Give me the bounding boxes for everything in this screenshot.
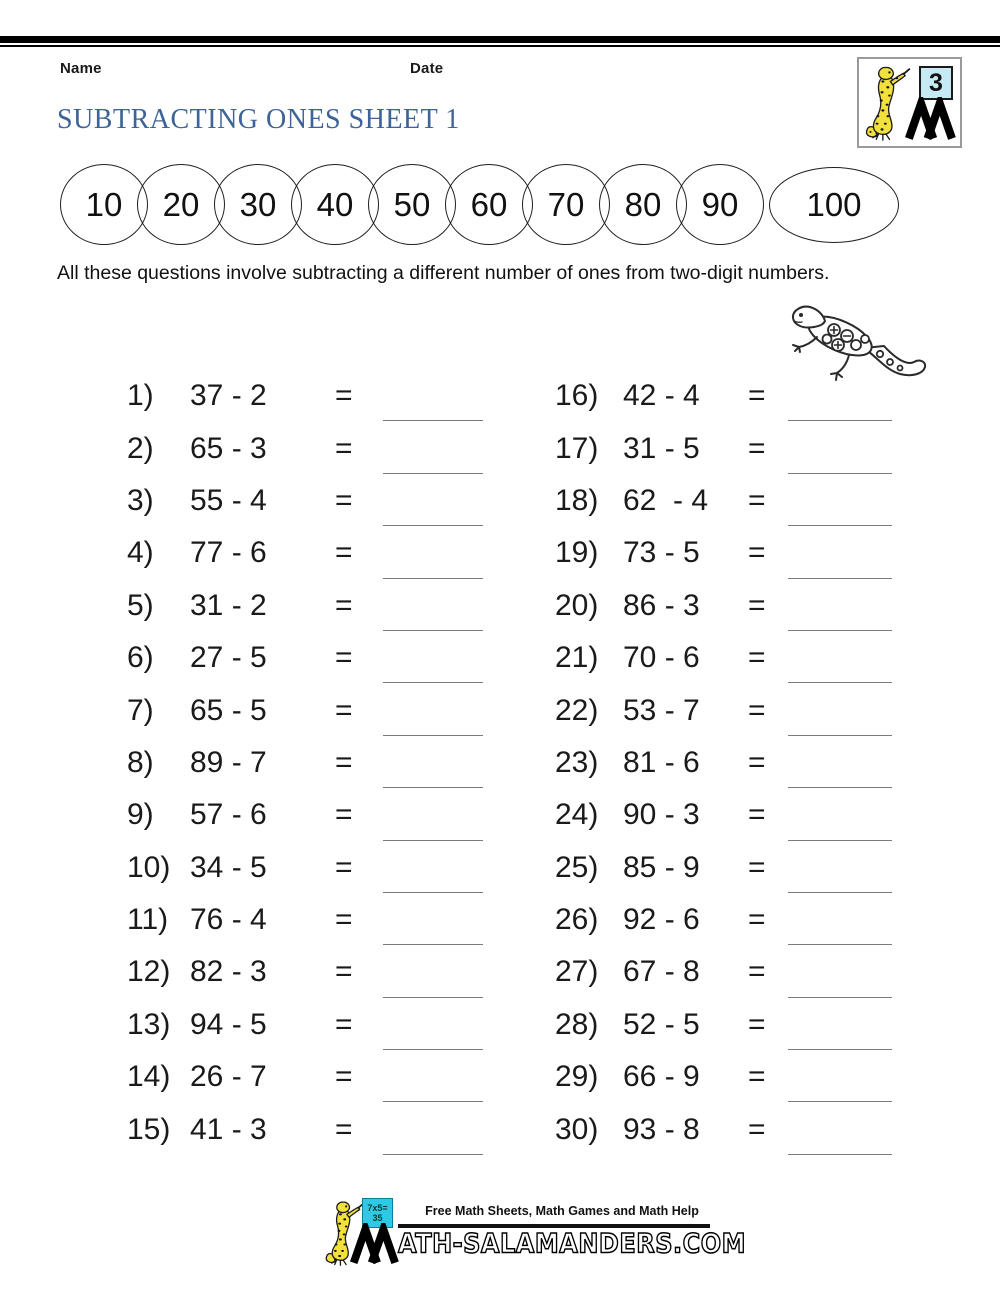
equals-sign: =: [335, 588, 353, 622]
equals-sign: =: [748, 693, 766, 727]
answer-line: [788, 787, 892, 788]
equals-sign: =: [748, 850, 766, 884]
problems-left-column: [127, 370, 497, 1156]
problem-number: 15): [127, 1112, 171, 1146]
answer-line: [383, 473, 483, 474]
problem-expression: 42 - 4: [623, 379, 700, 413]
problem-row: [127, 684, 497, 736]
problem-row: [555, 999, 905, 1051]
page-title: SUBTRACTING ONES SHEET 1: [57, 104, 460, 135]
footer-tagline: Free Math Sheets, Math Games and Math Help: [425, 1204, 699, 1218]
equals-sign: =: [748, 903, 766, 937]
problem-number: 19): [555, 536, 599, 570]
footer-wordmark: ATH-SALAMANDERS.COM: [398, 1228, 746, 1260]
answer-line: [788, 682, 892, 683]
answer-line: [383, 1154, 483, 1155]
problem-row: [555, 1103, 905, 1155]
problem-row: [127, 946, 497, 998]
problem-expression: 37 - 2: [190, 379, 267, 413]
problem-row: [555, 370, 905, 422]
answer-line: [383, 630, 483, 631]
problem-number: 20): [555, 588, 599, 622]
problem-expression: 57 - 6: [190, 798, 267, 832]
problem-row: [555, 527, 905, 579]
problem-expression: 90 - 3: [623, 798, 700, 832]
problem-number: 29): [555, 1060, 599, 1094]
equals-sign: =: [748, 588, 766, 622]
equals-sign: =: [748, 641, 766, 675]
problem-row: [127, 999, 497, 1051]
equals-sign: =: [335, 379, 353, 413]
problem-number: 9): [127, 798, 154, 832]
problem-expression: 94 - 5: [190, 1007, 267, 1041]
problem-number: 30): [555, 1112, 599, 1146]
problem-row: [555, 737, 905, 789]
problem-row: [555, 894, 905, 946]
answer-line: [788, 630, 892, 631]
equals-sign: =: [748, 1112, 766, 1146]
problem-row: [127, 632, 497, 684]
problem-number: 24): [555, 798, 599, 832]
answer-line: [383, 735, 483, 736]
instructions-text: All these questions involve subtracting a different number of ones from two-digit numbers.: [57, 262, 830, 284]
problem-number: 18): [555, 483, 599, 517]
problem-number: 1): [127, 379, 154, 413]
answer-line: [788, 420, 892, 421]
problem-expression: 89 - 7: [190, 745, 267, 779]
problem-number: 2): [127, 431, 154, 465]
problem-row: [127, 737, 497, 789]
problem-number: 7): [127, 693, 154, 727]
problem-row: [555, 946, 905, 998]
problem-expression: 73 - 5: [623, 536, 700, 570]
problem-row: [127, 1103, 497, 1155]
number-track-oval: 20: [137, 164, 225, 245]
number-track-oval: 50: [368, 164, 456, 245]
footer-sign-equation: 7x5=: [367, 1203, 388, 1213]
equals-sign: =: [335, 483, 353, 517]
problem-number: 23): [555, 745, 599, 779]
problem-number: 25): [555, 850, 599, 884]
equals-sign: =: [335, 798, 353, 832]
problem-expression: 65 - 5: [190, 693, 267, 727]
footer-sign-answer: 35: [372, 1213, 383, 1223]
date-label: Date: [410, 60, 444, 77]
problem-number: 12): [127, 955, 171, 989]
equals-sign: =: [748, 483, 766, 517]
problem-row: [555, 422, 905, 474]
equals-sign: =: [748, 536, 766, 570]
number-track-oval: 60: [445, 164, 533, 245]
problem-expression: 66 - 9: [623, 1060, 700, 1094]
equals-sign: =: [335, 850, 353, 884]
answer-line: [383, 787, 483, 788]
problem-number: 11): [127, 903, 169, 937]
answer-line: [788, 840, 892, 841]
equals-sign: =: [335, 903, 353, 937]
number-track-oval: 30: [214, 164, 302, 245]
answer-line: [383, 944, 483, 945]
equals-sign: =: [335, 955, 353, 989]
problem-expression: 41 - 3: [190, 1112, 267, 1146]
problem-expression: 26 - 7: [190, 1060, 267, 1094]
problem-row: [127, 370, 497, 422]
answer-line: [788, 892, 892, 893]
answer-line: [788, 1101, 892, 1102]
answer-line: [788, 1049, 892, 1050]
equals-sign: =: [748, 1007, 766, 1041]
problem-row: [127, 1051, 497, 1103]
answer-line: [788, 944, 892, 945]
answer-line: [788, 578, 892, 579]
problem-row: [555, 684, 905, 736]
problem-number: 28): [555, 1007, 599, 1041]
top-rule: [0, 36, 1000, 47]
footer-m-logo-icon: [349, 1223, 399, 1265]
equals-sign: =: [748, 955, 766, 989]
answer-line: [788, 1154, 892, 1155]
problem-number: 26): [555, 903, 599, 937]
answer-line: [383, 1101, 483, 1102]
problem-expression: 70 - 6: [623, 641, 700, 675]
salamander-m-logo-icon: [904, 97, 956, 141]
problem-number: 22): [555, 693, 599, 727]
problem-number: 8): [127, 745, 154, 779]
equals-sign: =: [335, 1060, 353, 1094]
problem-expression: 93 - 8: [623, 1112, 700, 1146]
problem-row: [127, 527, 497, 579]
equals-sign: =: [335, 693, 353, 727]
problem-row: [127, 422, 497, 474]
number-track-oval: 100: [769, 167, 899, 243]
problem-number: 16): [555, 379, 599, 413]
problem-row: [127, 475, 497, 527]
answer-line: [383, 578, 483, 579]
answer-line: [788, 997, 892, 998]
number-track-oval: 10: [60, 164, 148, 245]
problem-number: 21): [555, 641, 599, 675]
answer-line: [788, 525, 892, 526]
problem-row: [555, 632, 905, 684]
equals-sign: =: [335, 431, 353, 465]
answer-line: [788, 735, 892, 736]
problem-expression: 92 - 6: [623, 903, 700, 937]
answer-line: [383, 420, 483, 421]
number-track-oval: 70: [522, 164, 610, 245]
grade-number: 3: [929, 68, 943, 97]
problem-number: 10): [127, 850, 171, 884]
problem-expression: 76 - 4: [190, 903, 267, 937]
number-track-oval: 90: [676, 164, 764, 245]
equals-sign: =: [748, 798, 766, 832]
problem-row: [555, 580, 905, 632]
problem-expression: 31 - 2: [190, 588, 267, 622]
problem-number: 14): [127, 1060, 171, 1094]
problem-expression: 81 - 6: [623, 745, 700, 779]
problem-number: 13): [127, 1007, 171, 1041]
grade-badge: [857, 57, 962, 148]
problem-number: 4): [127, 536, 154, 570]
problem-expression: 85 - 9: [623, 850, 700, 884]
equals-sign: =: [335, 641, 353, 675]
problem-expression: 65 - 3: [190, 431, 267, 465]
problem-expression: 62 - 4: [623, 483, 709, 517]
footer-logo: [322, 1198, 746, 1282]
problem-expression: 86 - 3: [623, 588, 700, 622]
number-track: [0, 163, 1000, 247]
problem-number: 17): [555, 431, 599, 465]
problem-row: [555, 1051, 905, 1103]
problem-expression: 77 - 6: [190, 536, 267, 570]
equals-sign: =: [335, 1007, 353, 1041]
grade-number-sign: [919, 66, 953, 100]
answer-line: [383, 840, 483, 841]
problem-row: [555, 789, 905, 841]
problem-expression: 52 - 5: [623, 1007, 700, 1041]
name-label: Name: [60, 60, 102, 77]
answer-line: [383, 997, 483, 998]
problem-expression: 53 - 7: [623, 693, 700, 727]
problem-number: 6): [127, 641, 154, 675]
footer-rule: [398, 1224, 710, 1228]
problem-row: [555, 475, 905, 527]
equals-sign: =: [335, 1112, 353, 1146]
problem-expression: 67 - 8: [623, 955, 700, 989]
problem-expression: 82 - 3: [190, 955, 267, 989]
problem-number: 3): [127, 483, 154, 517]
equals-sign: =: [335, 536, 353, 570]
equals-sign: =: [748, 379, 766, 413]
problem-row: [127, 894, 497, 946]
problem-row: [127, 842, 497, 894]
problems-right-column: [555, 370, 905, 1156]
equals-sign: =: [748, 745, 766, 779]
number-track-oval: 40: [291, 164, 379, 245]
equals-sign: =: [748, 431, 766, 465]
answer-line: [383, 1049, 483, 1050]
problem-row: [127, 789, 497, 841]
number-track-oval: 80: [599, 164, 687, 245]
equals-sign: =: [335, 745, 353, 779]
problem-expression: 27 - 5: [190, 641, 267, 675]
answer-line: [383, 892, 483, 893]
equals-sign: =: [748, 1060, 766, 1094]
answer-line: [383, 525, 483, 526]
answer-line: [788, 473, 892, 474]
answer-line: [383, 682, 483, 683]
problem-expression: 34 - 5: [190, 850, 267, 884]
problem-number: 27): [555, 955, 599, 989]
problem-row: [127, 580, 497, 632]
problem-expression: 55 - 4: [190, 483, 267, 517]
problem-row: [555, 842, 905, 894]
problem-expression: 31 - 5: [623, 431, 700, 465]
problem-number: 5): [127, 588, 154, 622]
